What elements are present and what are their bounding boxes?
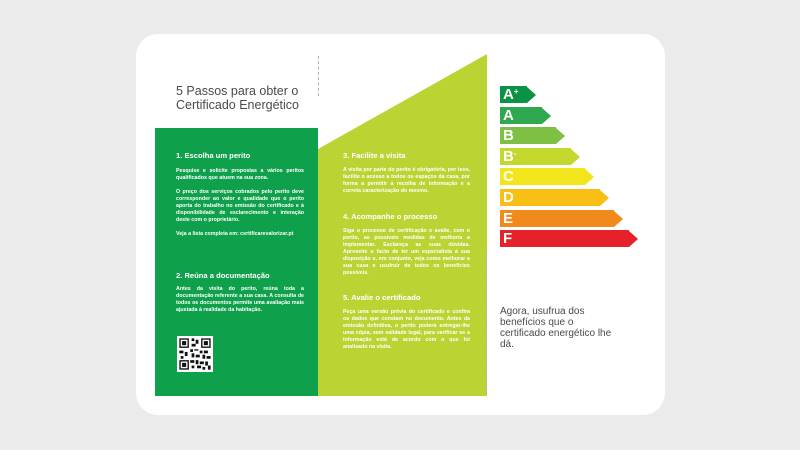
energy-class-b <box>500 127 565 144</box>
energy-class-label: A <box>503 86 514 103</box>
energy-class-label: B <box>503 127 514 144</box>
energy-class-arrow <box>527 87 536 103</box>
energy-class-label: B <box>503 148 514 165</box>
energy-rating-scale <box>500 86 640 256</box>
energy-class-arrow <box>629 231 638 247</box>
step-3-body <box>343 167 470 202</box>
step-2-paragraph: Antes da visita do perito, reúna toda a documentação referente a sua casa. A consulta de todos os documentos permite uma avaliação mais ajustada à realidade da habitação. <box>176 286 304 313</box>
energy-class-a-plus <box>500 86 536 103</box>
energy-class-label: C <box>503 168 514 185</box>
energy-class-modifier: + <box>513 87 519 96</box>
energy-class-arrow <box>614 211 623 227</box>
energy-class-arrow <box>542 108 551 124</box>
step-1-paragraph: O preço dos serviços cobrados pelo perito deve corresponder ao valor e qualidade que o perito aporta do trabalho no emissão do certificado e à disponibilidade de esclarecimento e interação deste com o proprietário. <box>176 189 304 223</box>
step-2-title: 2. Reúna a documentação <box>176 271 270 280</box>
energy-class-f <box>500 230 638 247</box>
energy-class-c <box>500 168 594 185</box>
energy-class-arrow <box>585 169 594 185</box>
energy-class-a <box>500 107 551 124</box>
step-3-paragraph: A visita por parte do perito é obrigatória, por isso, facilite o acesso a todos os espaços da casa, por forma a permitir a recolha de informação e a correta caracterização do mesmo. <box>343 167 470 194</box>
cut-line <box>486 254 487 394</box>
energy-class-label: F <box>503 230 513 247</box>
tagline: Agora, usufrua dos benefícios que o certificado energético lhe dá. <box>500 306 612 350</box>
step-5-title: 5. Avalie o certificado <box>343 293 421 302</box>
right-panel-fold <box>318 54 487 154</box>
step-1-body <box>176 168 304 245</box>
step-4-body <box>343 228 470 284</box>
step-3-title: 3. Facilite a visita <box>343 151 406 160</box>
energy-class-b-minus <box>500 148 580 165</box>
energy-class-label: A <box>503 107 514 124</box>
energy-class-label: D <box>503 189 514 206</box>
fold-line <box>318 56 319 96</box>
energy-class-label: E <box>503 210 514 227</box>
step-1-link: Veja a lista completa em: certificarevalorizar.pt <box>176 231 294 237</box>
qr-code-icon <box>177 336 213 372</box>
energy-class-arrow <box>556 128 565 144</box>
step-5-body <box>343 309 470 358</box>
energy-class-arrow <box>571 149 580 165</box>
step-4-paragraph: Siga o processo de certificação e avalie, com o perito, as possíveis medidas de melhoria a implementar. Esclareça as suas dúvidas. Aproveite o facto de ter um especialista à sua disposição e, em conjunto, veja como melhorar a sua casa e usufruir de todos os benefícios possíveis. <box>343 228 470 276</box>
step-2-body <box>176 286 304 321</box>
energy-class-d <box>500 189 609 206</box>
step-4-title: 4. Acompanhe o processo <box>343 212 438 221</box>
brochure-title: 5 Passos para obter o Certificado Energético <box>176 84 299 112</box>
step-5-paragraph: Peça uma versão prévia do certificado e confira os dados que constam no documento. Antes da emissão definitiva, o perito poderá entregar-lhe uma cópia, sem validade legal, para verificar se a informação está de acordo com o que foi analisado na visita. <box>343 309 470 350</box>
energy-class-modifier: - <box>513 149 517 158</box>
energy-class-arrow <box>600 190 609 206</box>
step-1-title: 1. Escolha um perito <box>176 151 251 160</box>
energy-class-e <box>500 210 623 227</box>
step-1-paragraph: Pesquise e solicite propostas a vários peritos qualificados que atuem na sua zona. <box>176 168 304 181</box>
